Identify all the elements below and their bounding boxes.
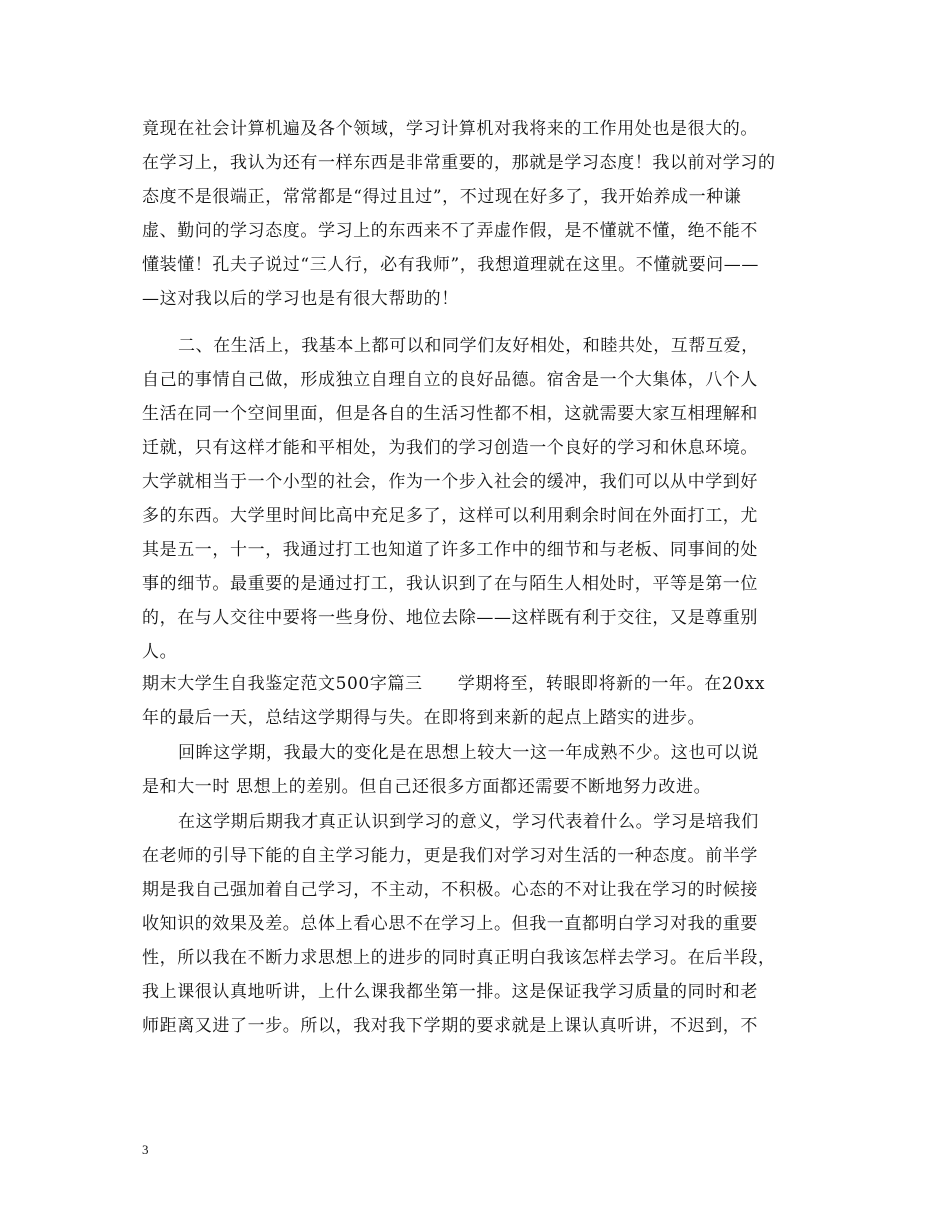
text-line: 其是五一，十一，我通过打工也知道了许多工作中的细节和与老板、同事间的处 <box>142 540 758 560</box>
text-line: 人。 <box>142 642 178 662</box>
text-line: 性，所以我在不断力求思想上的进步的同时真正明白我该怎样去学习。在后半段， <box>142 948 776 968</box>
text-line: 虚、勤问的学习态度。学习上的东西来不了弄虚作假，是不懂就不懂，绝不能不 <box>142 221 758 241</box>
text-line: 期是我自己强加着自己学习，不主动，不积极。心态的不对让我在学习的时候接 <box>142 880 758 900</box>
text-line: 自己的事情自己做，形成独立自理自立的良好品德。宿舍是一个大集体，八个人 <box>142 370 758 390</box>
text-line: 是和大一时 思想上的差别。但自己还很多方面都还需要不断地努力改进。 <box>142 777 712 797</box>
text-line: 迁就，只有这样才能和平相处，为我们的学习创造一个良好的学习和休息环境。 <box>142 438 758 458</box>
paragraph-first-line: 二、在生活上，我基本上都可以和同学们友好相处，和睦共处，互帮互爱， <box>178 336 759 356</box>
section-heading-line: 期末大学生自我鉴定范文500字篇三 学期将至，转眼即将新的一年。在20xx <box>142 674 766 694</box>
page-number: 3 <box>142 1142 149 1157</box>
text-line: 师距离又进了一步。所以，我对我下学期的要求就是上课认真听讲，不迟到，不 <box>142 1016 758 1036</box>
text-line: 我上课很认真地听讲，上什么课我都坐第一排。这是保证我学习质量的同时和老 <box>142 982 758 1002</box>
text-line: 收知识的效果及差。总体上看心思不在学习上。但我一直都明白学习对我的重要 <box>142 914 758 934</box>
text-line: 的，在与人交往中要将一些身份、地位去除——这样既有利于交往，又是尊重别 <box>142 608 758 628</box>
text-line: 在老师的引导下能的自主学习能力，更是我们对学习对生活的一种态度。前半学 <box>142 846 758 866</box>
text-line: 生活在同一个空间里面，但是各自的生活习性都不相，这就需要大家互相理解和 <box>142 404 758 424</box>
paragraph-first-line: 在这学期后期我才真正认识到学习的意义，学习代表着什么。学习是培我们 <box>178 812 759 832</box>
text-line: 大学就相当于一个小型的社会，作为一个步入社会的缓冲，我们可以从中学到好 <box>142 472 758 492</box>
paragraph-first-line: 回眸这学期，我最大的变化是在思想上较大一这一年成熟不少。这也可以说 <box>178 743 759 763</box>
text-line: 多的东西。大学里时间比高中充足多了，这样可以利用剩余时间在外面打工，尤 <box>142 506 758 526</box>
text-line: 在学习上，我认为还有一样东西是非常重要的，那就是学习态度！我以前对学习的 <box>142 153 776 173</box>
text-line: —这对我以后的学习也是有很大帮助的！ <box>142 289 459 309</box>
text-line: 态度不是很端正，常常都是“得过且过”，不过现在好多了，我开始养成一种谦 <box>142 187 742 207</box>
text-line: 事的细节。最重要的是通过打工，我认识到了在与陌生人相处时，平等是第一位 <box>142 574 758 594</box>
text-line: 年的最后一天，总结这学期得与失。在即将到来新的起点上踏实的进步。 <box>142 708 706 728</box>
text-line: 懂装懂！孔夫子说过“三人行，必有我师”，我想道理就在这里。不懂就要问—— <box>142 255 759 275</box>
text-line: 竟现在社会计算机遍及各个领域，学习计算机对我将来的工作用处也是很大的。 <box>142 119 758 139</box>
